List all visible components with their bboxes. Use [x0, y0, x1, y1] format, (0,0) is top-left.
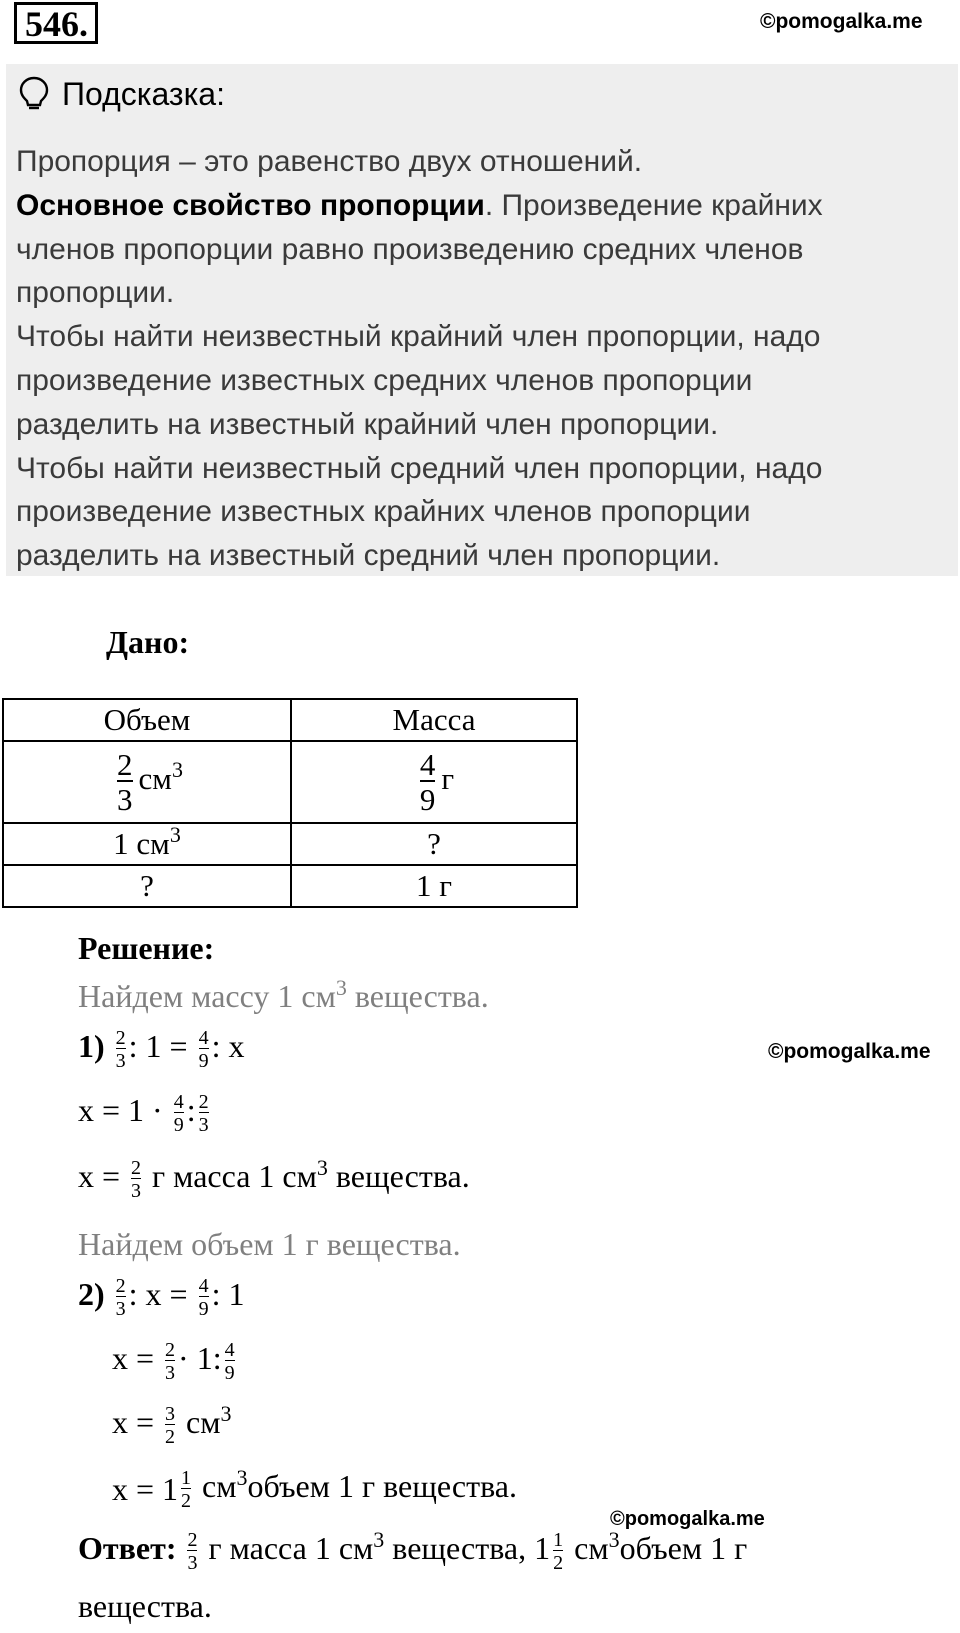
hint-line-10: разделить на известный средний член пропорции. — [16, 539, 721, 573]
step-2-equation: 2) $\frac{2}{3}$ : x = $\frac{4}{9}$ : 1 — [78, 1275, 245, 1321]
given-table — [2, 698, 578, 908]
table-row — [3, 865, 577, 907]
table-row — [3, 823, 577, 865]
watermark: ©pomogalka.me — [760, 10, 923, 33]
answer-line-2: вещества. — [78, 1588, 212, 1624]
hint-title: Подсказка: — [62, 76, 225, 112]
fraction: $\frac{2}{3}$ — [187, 1529, 198, 1575]
step-2-result: x = 1 $\frac{1}{2}$ $см^3объем$ 1 г вещества. — [112, 1465, 517, 1513]
hint-line-2 — [16, 184, 946, 228]
fraction: $\frac{4}{9}$ — [173, 1091, 184, 1137]
hint-text — [16, 140, 946, 578]
comment-find-mass: Найдем массу 1 $см^3$ вещества. — [78, 975, 489, 1014]
step-2-line-2: x = $\frac{2}{3}$ · 1: $\frac{4}{9}$ — [112, 1339, 235, 1385]
cell-mass-3: 1 г — [291, 865, 577, 907]
step-1-result: x = $\frac{2}{3}$ г масса 1 $см^3$ вещества. — [78, 1155, 470, 1203]
cell-volume-3: ? — [3, 865, 291, 907]
cell-volume-2: 1 $см^3$ — [3, 823, 291, 865]
fraction: $\frac{2}{3}$ — [115, 1027, 126, 1073]
hint-line-9: произведение известных крайних членов пропорции — [16, 495, 751, 529]
cell-mass-2: ? — [291, 823, 577, 865]
hint-bold-term: Основное свойство пропорции — [16, 188, 485, 222]
hint-line-3: членов пропорции равно произведению средних членов — [16, 232, 804, 266]
fraction: $\frac{2}{3}$ — [198, 1091, 209, 1137]
fraction: $\frac{1}{2}$ — [553, 1529, 564, 1575]
given-title: Дано: — [106, 624, 190, 660]
hint-line-1: Пропорция – это равенство двух отношений. — [16, 145, 643, 178]
hint-line-7: разделить на известный крайний член пропорции. — [16, 407, 719, 441]
comment-find-volume: Найдем объем 1 г вещества. — [78, 1226, 461, 1262]
header-mass: Масса — [291, 699, 577, 741]
cell-volume-1: $\frac{2}{3}$ $см^3$ — [3, 741, 291, 823]
fraction: $\frac{4}{9}$ — [198, 1275, 209, 1321]
solution-title: Решение: — [78, 930, 215, 966]
hint-line-4: пропорции. — [16, 276, 175, 310]
step-1-line-2: x = 1 · $\frac{4}{9}$ : $\frac{2}{3}$ — [78, 1091, 209, 1137]
lightbulb-icon — [18, 76, 50, 110]
answer-label: Ответ: — [78, 1530, 177, 1566]
hint-line-8: Чтобы найти неизвестный средний член пропорции, надо — [16, 451, 823, 485]
table-row — [3, 741, 577, 823]
fraction: $\frac{3}{2}$ — [165, 1403, 176, 1449]
watermark: ©pomogalka.me — [610, 1508, 765, 1530]
step-2-line-3: x = $\frac{3}{2}$ $см^3$ — [112, 1401, 232, 1449]
fraction: $\frac{2}{3}$ — [117, 747, 133, 817]
task-number: 546. — [14, 2, 98, 44]
hint-line-6: произведение известных средних членов пропорции — [16, 363, 753, 397]
fraction: $\frac{4}{9}$ — [224, 1339, 235, 1385]
hint-line-2-rest: . Произведение крайних — [484, 188, 823, 222]
watermark: ©pomogalka.me — [768, 1040, 931, 1063]
fraction: $\frac{2}{3}$ — [131, 1157, 142, 1203]
table-header-row — [3, 699, 577, 741]
step-1-equation: 1) $\frac{2}{3}$ : 1 = $\frac{4}{9}$ : x — [78, 1027, 245, 1073]
fraction: $\frac{4}{9}$ — [419, 747, 436, 817]
fraction: $\frac{4}{9}$ — [198, 1027, 209, 1073]
hint-line-5: Чтобы найти неизвестный крайний член пропорции, надо — [16, 320, 821, 354]
cell-mass-1: $\frac{4}{9}$ г — [291, 741, 577, 823]
fraction: $\frac{1}{2}$ — [181, 1467, 192, 1513]
header-volume: Объем — [3, 699, 291, 741]
fraction: $\frac{2}{3}$ — [165, 1339, 176, 1385]
fraction: $\frac{2}{3}$ — [115, 1275, 126, 1321]
answer-line-1: Ответ: $\frac{2}{3}$ г масса 1 $см^3$ вещества, 1 $\frac{1}{2}$ $см^3объем$ 1 г — [78, 1527, 748, 1575]
